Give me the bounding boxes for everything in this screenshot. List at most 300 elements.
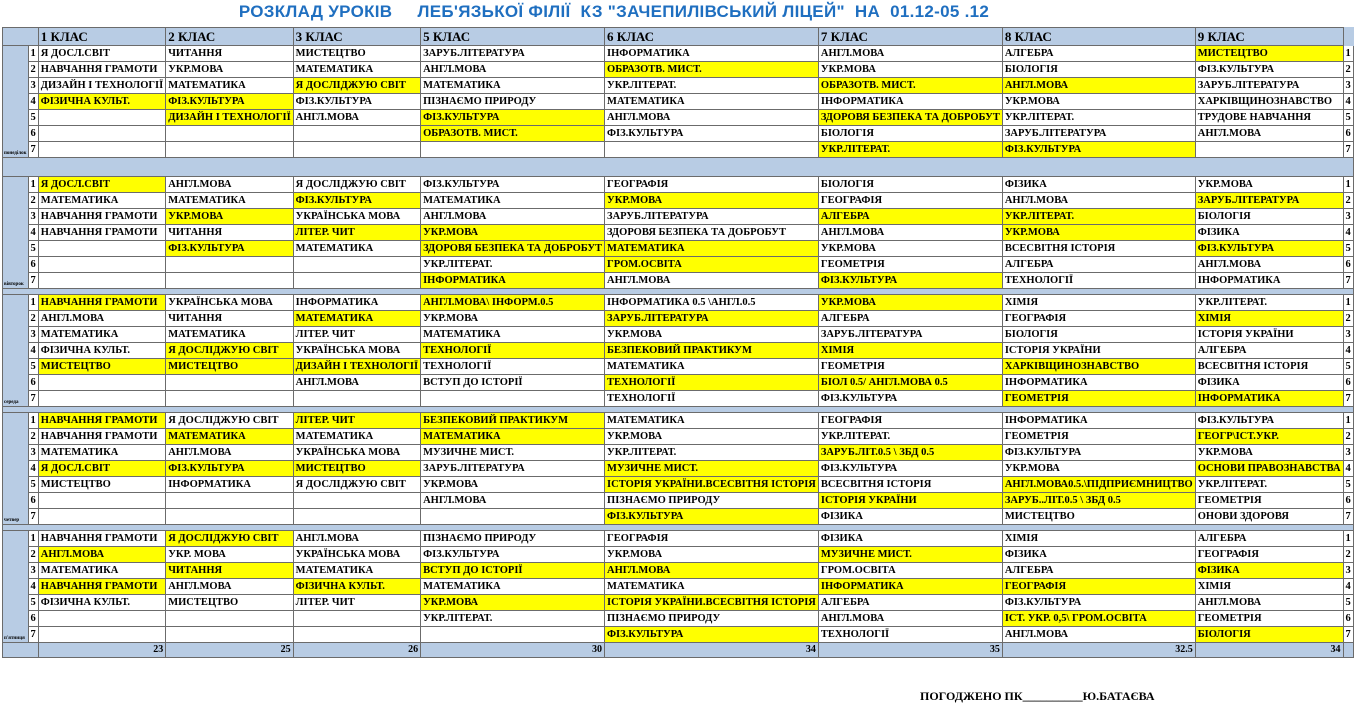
lesson-row: [3, 343, 1354, 359]
lesson-cell: УКР. МОВА: [166, 547, 293, 563]
lesson-cell: ЗАРУБ.ЛІТЕРАТУРА: [421, 46, 605, 62]
lesson-number: 6: [28, 611, 38, 627]
lesson-cell: УКР.МОВА: [421, 225, 605, 241]
lesson-cell: МИСТЕЦТВО: [166, 595, 293, 611]
lesson-cell: УКР.ЛІТЕРАТ.: [1195, 477, 1343, 493]
lesson-cell: [38, 375, 165, 391]
lesson-cell: УКР.МОВА: [166, 209, 293, 225]
lesson-cell: ЗАРУБ.ЛІТЕРАТУРА: [605, 311, 819, 327]
lesson-number: 4: [28, 461, 38, 477]
lesson-cell: ВСЕСВІТНЯ ІСТОРІЯ: [1195, 359, 1343, 375]
day-label: четвер: [3, 413, 29, 525]
lesson-cell: АНГЛ.МОВА: [1195, 595, 1343, 611]
lesson-cell: ФІЗ.КУЛЬТУРА: [1195, 413, 1343, 429]
lesson-number: 5: [28, 110, 38, 126]
lesson-row: [3, 445, 1354, 461]
lesson-cell: ЛІТЕР. ЧИТ: [293, 225, 420, 241]
lesson-cell: ОСНОВИ ПРАВОЗНАВСТВА: [1195, 461, 1343, 477]
lesson-number: 5: [28, 359, 38, 375]
lesson-cell: ФІЗ.КУЛЬТУРА: [1002, 445, 1195, 461]
lesson-cell: [38, 142, 165, 158]
lesson-cell: ЧИТАННЯ: [166, 311, 293, 327]
lesson-cell: ЗАРУБ.ЛІТЕРАТУРА: [818, 327, 1002, 343]
lesson-cell: [166, 375, 293, 391]
lesson-number-right: 6: [1343, 375, 1353, 391]
lesson-cell: АНГЛ.МОВА: [166, 177, 293, 193]
lesson-cell: МУЗИЧНЕ МИСТ.: [421, 445, 605, 461]
lesson-row: [3, 295, 1354, 311]
lesson-cell: НАВЧАННЯ ГРАМОТИ: [38, 62, 165, 78]
lesson-cell: АНГЛ.МОВА: [293, 531, 420, 547]
lesson-cell: ГЕОМЕТРІЯ: [1002, 391, 1195, 407]
lesson-cell: ІНФОРМАТИКА: [421, 273, 605, 289]
lesson-cell: ФІЗ.КУЛЬТУРА: [166, 461, 293, 477]
lesson-number-right: 7: [1343, 391, 1353, 407]
lesson-cell: АНГЛ.МОВА: [605, 273, 819, 289]
lesson-cell: [293, 509, 420, 525]
class-column-header: 3 КЛАС: [293, 28, 420, 46]
lesson-row: [3, 273, 1354, 289]
totals-gutter: [1343, 643, 1353, 658]
lesson-cell: ТЕХНОЛОГІЇ: [1002, 273, 1195, 289]
lesson-cell: МИСТЕЦТВО: [38, 477, 165, 493]
lesson-cell: МАТЕМАТИКА: [605, 579, 819, 595]
lesson-cell: УКР.ЛІТЕРАТ.: [818, 142, 1002, 158]
lesson-cell: ГЕОМЕТРІЯ: [1195, 611, 1343, 627]
lesson-cell: ФІЗИКА: [818, 531, 1002, 547]
lesson-number-right: 5: [1343, 477, 1353, 493]
lesson-cell: АНГЛ.МОВА: [1002, 193, 1195, 209]
lesson-cell: [166, 257, 293, 273]
lesson-cell: ЛІТЕР. ЧИТ: [293, 595, 420, 611]
lesson-cell: Я ДОСЛ.СВІТ: [38, 461, 165, 477]
lesson-cell: ХАРКІВЩИНОЗНАВСТВО: [1002, 359, 1195, 375]
lesson-cell: УКР.МОВА: [421, 477, 605, 493]
lesson-row: [3, 375, 1354, 391]
lesson-cell: АЛГЕБРА: [1195, 343, 1343, 359]
lesson-cell: ФІЗИЧНА КУЛЬТ.: [38, 595, 165, 611]
lesson-cell: БЕЗПЕКОВИЙ ПРАКТИКУМ: [421, 413, 605, 429]
lesson-cell: НАВЧАННЯ ГРАМОТИ: [38, 413, 165, 429]
lesson-number-right: 2: [1343, 311, 1353, 327]
lesson-cell: АНГЛ.МОВА: [421, 493, 605, 509]
lesson-cell: ФІЗИКА: [1195, 375, 1343, 391]
lesson-cell: БІОЛОГІЯ: [818, 177, 1002, 193]
lesson-number: 1: [28, 531, 38, 547]
lesson-cell: АЛГЕБРА: [818, 311, 1002, 327]
lesson-number: 4: [28, 94, 38, 110]
lesson-cell: ЧИТАННЯ: [166, 563, 293, 579]
lesson-cell: МАТЕМАТИКА: [293, 311, 420, 327]
lesson-cell: УКР.ЛІТЕРАТ.: [605, 445, 819, 461]
lesson-cell: ГРОМ.ОСВІТА: [605, 257, 819, 273]
lesson-cell: ВСЕСВІТНЯ ІСТОРІЯ: [1002, 241, 1195, 257]
lesson-number: 5: [28, 477, 38, 493]
lesson-cell: ОНОВИ ЗДОРОВЯ: [1195, 509, 1343, 525]
lesson-cell: УКР.ЛІТЕРАТ.: [1195, 295, 1343, 311]
weekly-hours-total: 23: [38, 643, 165, 658]
lesson-number: 6: [28, 126, 38, 142]
lesson-cell: ІНФОРМАТИКА: [293, 295, 420, 311]
lesson-cell: ЧИТАННЯ: [166, 225, 293, 241]
page-title: РОЗКЛАД УРОКІВ ЛЕБ'ЯЗЬКОЇ ФІЛІЇ КЗ "ЗАЧЕПИЛІВСЬКИЙ ЛІЦЕЙ" НА 01.12-05 .12: [238, 2, 990, 21]
lesson-cell: МАТЕМАТИКА: [293, 62, 420, 78]
lesson-cell: ІСТ. УКР. 0,5\ ГРОМ.ОСВІТА: [1002, 611, 1195, 627]
lesson-cell: ФІЗИКА: [818, 509, 1002, 525]
lesson-number: 1: [28, 413, 38, 429]
lesson-cell: МАТЕМАТИКА: [38, 563, 165, 579]
lesson-cell: ЗДОРОВЯ БЕЗПЕКА ТА ДОБРОБУТ: [605, 225, 819, 241]
lesson-cell: ХІМІЯ: [818, 343, 1002, 359]
lesson-cell: Я ДОСЛІДЖУЮ СВІТ: [166, 413, 293, 429]
lesson-row: [3, 627, 1354, 643]
lesson-cell: УКР.ЛІТЕРАТ.: [605, 78, 819, 94]
lesson-cell: АНГЛ.МОВА: [38, 547, 165, 563]
lesson-cell: ЗАРУБ.ЛІТЕРАТУРА: [1195, 193, 1343, 209]
lesson-cell: ГЕОМЕТРІЯ: [1195, 493, 1343, 509]
lesson-cell: МАТЕМАТИКА: [166, 78, 293, 94]
lesson-cell: [38, 391, 165, 407]
lesson-cell: НАВЧАННЯ ГРАМОТИ: [38, 579, 165, 595]
lesson-cell: ЗАРУБ.ЛІТЕРАТУРА: [605, 209, 819, 225]
lesson-cell: [38, 493, 165, 509]
lesson-cell: МАТЕМАТИКА: [421, 327, 605, 343]
lesson-cell: ФІЗИЧНА КУЛЬТ.: [38, 343, 165, 359]
lesson-cell: УКР.ЛІТЕРАТ.: [1002, 110, 1195, 126]
lesson-number: 1: [28, 177, 38, 193]
lesson-number-right: 3: [1343, 327, 1353, 343]
lesson-cell: ІНФОРМАТИКА: [1195, 273, 1343, 289]
lesson-row: [3, 327, 1354, 343]
lesson-cell: МАТЕМАТИКА: [421, 78, 605, 94]
lesson-number-right: 7: [1343, 509, 1353, 525]
lesson-cell: МАТЕМАТИКА: [38, 445, 165, 461]
lesson-cell: МАТЕМАТИКА: [166, 327, 293, 343]
lesson-cell: НАВЧАННЯ ГРАМОТИ: [38, 295, 165, 311]
lesson-cell: ДИЗАЙН І ТЕХНОЛОГІЇ: [293, 359, 420, 375]
lesson-cell: [166, 509, 293, 525]
lesson-number: 7: [28, 273, 38, 289]
lesson-cell: БЕЗПЕКОВИЙ ПРАКТИКУМ: [605, 343, 819, 359]
weekly-hours-total: 25: [166, 643, 293, 658]
lesson-cell: УКР.ЛІТЕРАТ.: [421, 257, 605, 273]
lesson-cell: АЛГЕБРА: [1002, 257, 1195, 273]
lesson-cell: [421, 391, 605, 407]
lesson-cell: БІОЛОГІЯ: [1195, 209, 1343, 225]
lesson-cell: ФІЗ.КУЛЬТУРА: [605, 126, 819, 142]
lesson-cell: МИСТЕЦТВО: [1195, 46, 1343, 62]
lesson-cell: ЧИТАННЯ: [166, 46, 293, 62]
lesson-cell: ФІЗ.КУЛЬТУРА: [421, 177, 605, 193]
lesson-cell: [605, 142, 819, 158]
weekly-hours-total: 35: [818, 643, 1002, 658]
lesson-number-right: 4: [1343, 579, 1353, 595]
totals-corner: [3, 643, 39, 658]
lesson-cell: МИСТЕЦТВО: [38, 359, 165, 375]
lesson-cell: МИСТЕЦТВО: [293, 46, 420, 62]
lesson-cell: ДИЗАЙН І ТЕХНОЛОГІЇ: [38, 78, 165, 94]
lesson-row: [3, 78, 1354, 94]
lesson-number-right: 5: [1343, 110, 1353, 126]
lesson-cell: [38, 126, 165, 142]
lesson-cell: [293, 257, 420, 273]
lesson-cell: [38, 611, 165, 627]
lesson-cell: ГЕОМЕТРІЯ: [1002, 429, 1195, 445]
lesson-cell: ТЕХНОЛОГІЇ: [421, 343, 605, 359]
lesson-number: 4: [28, 225, 38, 241]
lesson-cell: УКР.МОВА: [818, 295, 1002, 311]
lesson-cell: [293, 391, 420, 407]
lesson-number: 2: [28, 429, 38, 445]
lesson-cell: ЗАРУБ.ЛІТЕРАТУРА: [1002, 126, 1195, 142]
lesson-cell: ОБРАЗОТВ. МИСТ.: [421, 126, 605, 142]
lesson-cell: НАВЧАННЯ ГРАМОТИ: [38, 225, 165, 241]
lesson-number-right: 1: [1343, 295, 1353, 311]
lesson-number: 5: [28, 595, 38, 611]
lesson-row: [3, 531, 1354, 547]
lesson-row: [3, 193, 1354, 209]
lesson-number: 1: [28, 295, 38, 311]
lesson-row: [3, 413, 1354, 429]
lesson-cell: ІНФОРМАТИКА: [1002, 413, 1195, 429]
lesson-cell: УКР.МОВА: [1002, 461, 1195, 477]
header-corner: [3, 28, 39, 46]
header-row: [3, 28, 1354, 46]
lesson-row: [3, 142, 1354, 158]
lesson-cell: АНГЛ.МОВА: [818, 611, 1002, 627]
day-label: вівторок: [3, 177, 29, 289]
lesson-cell: ГЕОГРАФІЯ: [1195, 547, 1343, 563]
lesson-number: 2: [28, 62, 38, 78]
lesson-cell: ГРОМ.ОСВІТА: [818, 563, 1002, 579]
lesson-cell: [38, 257, 165, 273]
lesson-cell: УКР.МОВА: [605, 193, 819, 209]
lesson-cell: ПІЗНАЄМО ПРИРОДУ: [605, 493, 819, 509]
day-label: середа: [3, 295, 29, 407]
lesson-cell: [293, 611, 420, 627]
lesson-cell: ФІЗ.КУЛЬТУРА: [1195, 62, 1343, 78]
lesson-cell: [166, 142, 293, 158]
lesson-cell: УКРАЇНСЬКА МОВА: [293, 547, 420, 563]
lesson-row: [3, 461, 1354, 477]
lesson-number-right: 1: [1343, 413, 1353, 429]
lesson-cell: ТЕХНОЛОГІЇ: [818, 627, 1002, 643]
lesson-number-right: 7: [1343, 273, 1353, 289]
lesson-row: [3, 225, 1354, 241]
lesson-number-right: 5: [1343, 241, 1353, 257]
lesson-cell: ФІЗ.КУЛЬТУРА: [818, 461, 1002, 477]
lesson-cell: [293, 627, 420, 643]
lesson-number: 6: [28, 493, 38, 509]
lesson-cell: АНГЛ.МОВА: [605, 563, 819, 579]
lesson-cell: ТЕХНОЛОГІЇ: [421, 359, 605, 375]
weekly-hours-total: 34: [1195, 643, 1343, 658]
lesson-cell: ФІЗ.КУЛЬТУРА: [166, 94, 293, 110]
lesson-cell: БІОЛОГІЯ: [1002, 327, 1195, 343]
lesson-cell: ІНФОРМАТИКА: [605, 46, 819, 62]
lesson-number: 6: [28, 257, 38, 273]
lesson-cell: УКРАЇНСЬКА МОВА: [166, 295, 293, 311]
lesson-row: [3, 493, 1354, 509]
lesson-cell: АНГЛ.МОВА: [818, 225, 1002, 241]
lesson-cell: ТЕХНОЛОГІЇ: [605, 391, 819, 407]
lesson-number-right: 3: [1343, 78, 1353, 94]
lesson-cell: БІОЛОГІЯ: [818, 126, 1002, 142]
lesson-number: 7: [28, 627, 38, 643]
lesson-cell: ФІЗ.КУЛЬТУРА: [1002, 595, 1195, 611]
lesson-cell: АНГЛ.МОВА: [1002, 78, 1195, 94]
lesson-row: [3, 46, 1354, 62]
lesson-number: 7: [28, 391, 38, 407]
lesson-number-right: 5: [1343, 359, 1353, 375]
lesson-cell: ФІЗИКА: [1195, 225, 1343, 241]
lesson-cell: ІСТОРІЯ УКРАЇНИ: [818, 493, 1002, 509]
lesson-cell: МИСТЕЦТВО: [166, 359, 293, 375]
lesson-cell: МУЗИЧНЕ МИСТ.: [818, 547, 1002, 563]
lesson-cell: ІНФОРМАТИКА 0.5 \АНГЛ.0.5: [605, 295, 819, 311]
lesson-cell: УКР.МОВА: [1002, 225, 1195, 241]
lesson-cell: ФІЗИЧНА КУЛЬТ.: [293, 579, 420, 595]
lesson-cell: МАТЕМАТИКА: [293, 429, 420, 445]
lesson-number: 5: [28, 241, 38, 257]
lesson-cell: МАТЕМАТИКА: [166, 193, 293, 209]
lesson-number: 3: [28, 78, 38, 94]
lesson-number-right: 1: [1343, 531, 1353, 547]
lesson-number-right: 2: [1343, 62, 1353, 78]
lesson-row: [3, 429, 1354, 445]
lesson-cell: ФІЗИКА: [1002, 547, 1195, 563]
lesson-cell: АНГЛ.МОВА: [1002, 627, 1195, 643]
lesson-number: 3: [28, 445, 38, 461]
class-column-header: 7 КЛАС: [818, 28, 1002, 46]
lesson-cell: ХІМІЯ: [1002, 531, 1195, 547]
lesson-cell: УКРАЇНСЬКА МОВА: [293, 445, 420, 461]
lesson-cell: ФІЗ.КУЛЬТУРА: [1195, 241, 1343, 257]
lesson-cell: ХІМІЯ: [1002, 295, 1195, 311]
class-column-header: 8 КЛАС: [1002, 28, 1195, 46]
lesson-cell: ІНФОРМАТИКА: [818, 94, 1002, 110]
lesson-cell: АНГЛ.МОВА\ ІНФОРМ.0.5: [421, 295, 605, 311]
lesson-row: [3, 359, 1354, 375]
header-gutter: [1343, 28, 1353, 46]
lesson-number: 3: [28, 563, 38, 579]
lesson-number-right: 4: [1343, 94, 1353, 110]
lesson-cell: МУЗИЧНЕ МИСТ.: [605, 461, 819, 477]
lesson-cell: ГЕОМЕТРІЯ: [818, 257, 1002, 273]
lesson-cell: АЛГЕБРА: [818, 209, 1002, 225]
lesson-cell: АНГЛ.МОВА: [293, 110, 420, 126]
lesson-cell: ГЕОГРАФІЯ: [605, 531, 819, 547]
lesson-cell: ХІМІЯ: [1195, 311, 1343, 327]
lesson-row: [3, 311, 1354, 327]
lesson-cell: Я ДОСЛІДЖУЮ СВІТ: [166, 343, 293, 359]
lesson-cell: [166, 391, 293, 407]
lesson-cell: ФІЗ.КУЛЬТУРА: [605, 509, 819, 525]
lesson-cell: ВСТУП ДО ІСТОРІЇ: [421, 375, 605, 391]
lesson-cell: ГЕОГРАФІЯ: [1002, 311, 1195, 327]
lesson-number-right: 7: [1343, 142, 1353, 158]
lesson-row: [3, 509, 1354, 525]
lesson-cell: [38, 627, 165, 643]
lesson-cell: ХІМІЯ: [1195, 579, 1343, 595]
lesson-number-right: 3: [1343, 563, 1353, 579]
lesson-row: [3, 126, 1354, 142]
lesson-cell: ОБРАЗОТВ. МИСТ.: [818, 78, 1002, 94]
day-label: п'ятниця: [3, 531, 29, 643]
lesson-cell: ПІЗНАЄМО ПРИРОДУ: [605, 611, 819, 627]
lesson-cell: ГЕОГР\ІСТ.УКР.: [1195, 429, 1343, 445]
lesson-cell: ФІЗ.КУЛЬТУРА: [818, 273, 1002, 289]
lesson-cell: ІНФОРМАТИКА: [1195, 391, 1343, 407]
lesson-row: [3, 477, 1354, 493]
approval-footer: ПОГОДЖЕНО ПК__________Ю.БАТАЄВА: [920, 689, 1155, 703]
lesson-cell: АНГЛ.МОВА: [166, 579, 293, 595]
lesson-cell: [166, 126, 293, 142]
lesson-cell: [421, 142, 605, 158]
lesson-cell: ІНФОРМАТИКА: [1002, 375, 1195, 391]
lesson-cell: АНГЛ.МОВА: [818, 46, 1002, 62]
day-label: понеділок: [3, 46, 29, 158]
lesson-row: [3, 547, 1354, 563]
lesson-cell: Я ДОСЛ.СВІТ: [38, 46, 165, 62]
lesson-cell: ГЕОМЕТРІЯ: [818, 359, 1002, 375]
lesson-cell: ЗДОРОВЯ БЕЗПЕКА ТА ДОБРОБУТ: [818, 110, 1002, 126]
lesson-number: 7: [28, 142, 38, 158]
lesson-cell: [166, 627, 293, 643]
lesson-cell: ЛІТЕР. ЧИТ: [293, 327, 420, 343]
lesson-cell: АЛГЕБРА: [1002, 563, 1195, 579]
lesson-cell: ГЕОГРАФІЯ: [605, 177, 819, 193]
lesson-cell: ЗАРУБ..ЛІТ.0.5 \ ЗБД 0.5: [1002, 493, 1195, 509]
lesson-number-right: 3: [1343, 209, 1353, 225]
weekly-hours-total: 32.5: [1002, 643, 1195, 658]
lesson-number-right: 4: [1343, 343, 1353, 359]
lesson-row: [3, 110, 1354, 126]
lesson-cell: ВСТУП ДО ІСТОРІЇ: [421, 563, 605, 579]
lesson-number: 2: [28, 311, 38, 327]
lesson-cell: МАТЕМАТИКА: [605, 241, 819, 257]
lesson-row: [3, 241, 1354, 257]
lesson-number-right: 6: [1343, 611, 1353, 627]
lesson-number-right: 1: [1343, 177, 1353, 193]
lesson-number: 2: [28, 193, 38, 209]
lesson-cell: НАВЧАННЯ ГРАМОТИ: [38, 429, 165, 445]
lesson-cell: АЛГЕБРА: [1002, 46, 1195, 62]
weekly-hours-total: 26: [293, 643, 420, 658]
lesson-number: 2: [28, 547, 38, 563]
lesson-cell: [38, 241, 165, 257]
lesson-cell: ІСТОРІЯ УКРАЇНИ.ВСЕСВІТНЯ ІСТОРІЯ: [605, 477, 819, 493]
lesson-cell: УКР.МОВА: [605, 547, 819, 563]
lesson-cell: УКР.МОВА: [421, 595, 605, 611]
lesson-row: [3, 595, 1354, 611]
lesson-cell: [38, 273, 165, 289]
lesson-cell: Я ДОСЛІДЖУЮ СВІТ: [293, 78, 420, 94]
lesson-cell: БІОЛ 0.5/ АНГЛ.МОВА 0.5: [818, 375, 1002, 391]
lesson-cell: УКРАЇНСЬКА МОВА: [293, 209, 420, 225]
lesson-cell: УКР.МОВА: [1195, 177, 1343, 193]
lesson-cell: МАТЕМАТИКА: [293, 241, 420, 257]
lesson-row: [3, 563, 1354, 579]
lesson-row: [3, 94, 1354, 110]
lesson-number-right: 6: [1343, 126, 1353, 142]
lesson-cell: УКР.ЛІТЕРАТ.: [1002, 209, 1195, 225]
lesson-cell: БІОЛОГІЯ: [1195, 627, 1343, 643]
lesson-cell: УКР.МОВА: [605, 327, 819, 343]
lesson-number-right: 4: [1343, 461, 1353, 477]
separator-cell: [3, 158, 1354, 177]
class-column-header: 9 КЛАС: [1195, 28, 1343, 46]
